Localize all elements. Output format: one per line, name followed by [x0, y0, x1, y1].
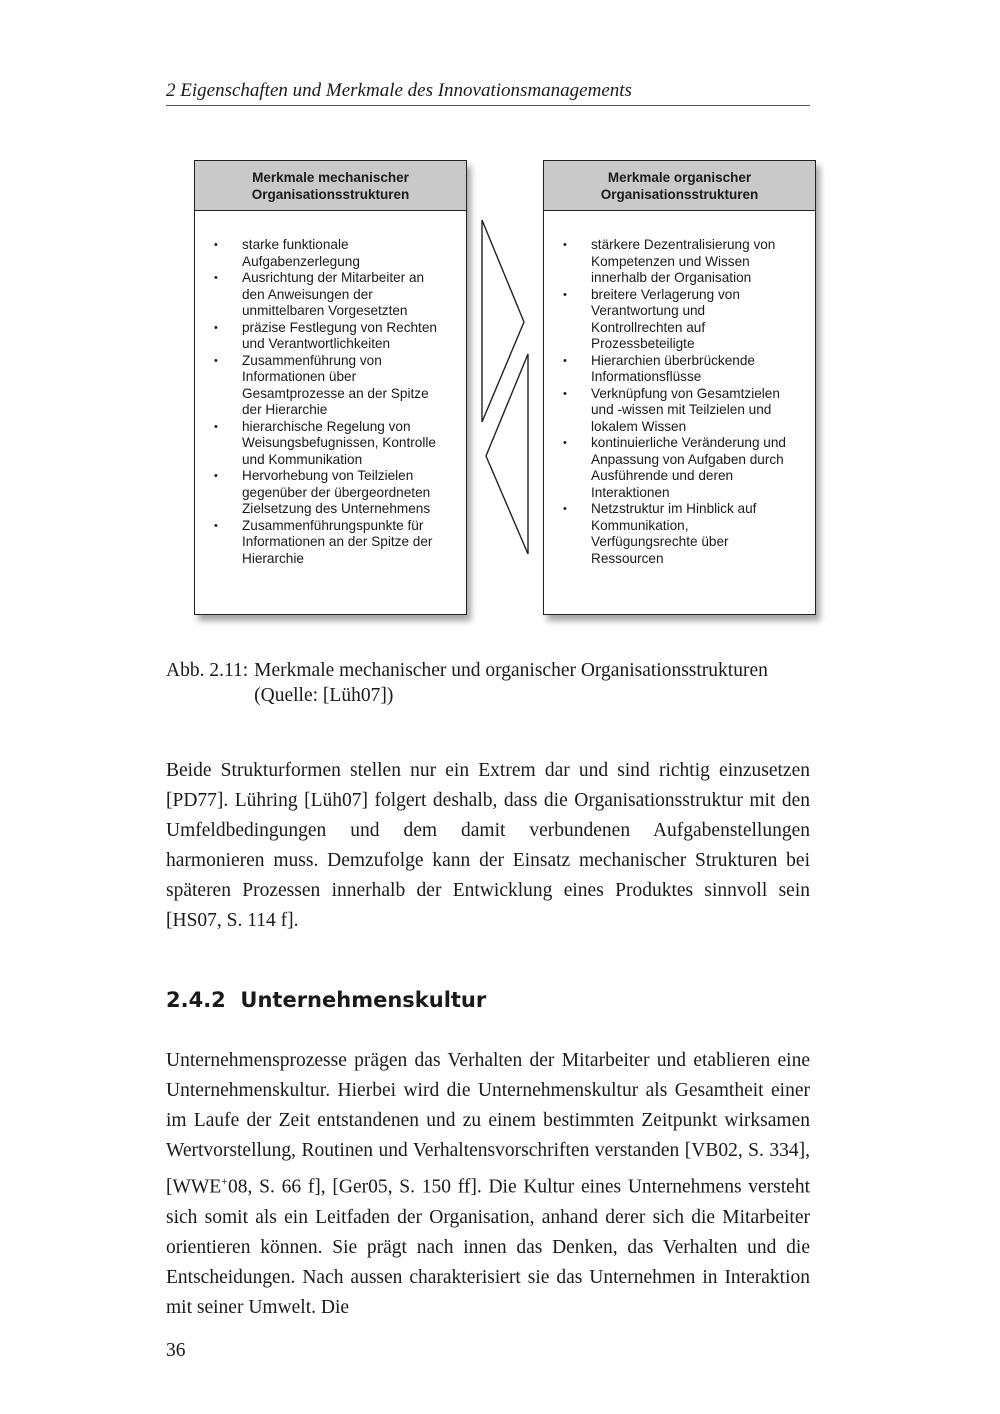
mechanical-title-line1: Merkmale mechanischer: [252, 169, 409, 185]
section-number: 2.4.2: [166, 988, 226, 1012]
list-item: • starke funktionale Aufgabenzerlegung: [195, 237, 466, 270]
mechanical-box-title: [195, 161, 466, 211]
organic-title-line2: Organisationsstrukturen: [600, 186, 759, 202]
organic-features-list: [544, 211, 815, 567]
caption-line1: Merkmale mechanischer und organischer Organisationsstrukturen: [254, 660, 768, 681]
list-item: • Verknüpfung von Gesamtzielen und -wissen mit Teilzielen und lokalem Wissen: [544, 386, 815, 436]
section-title: Unternehmenskultur: [240, 988, 487, 1012]
list-item: • präzise Festlegung von Rechten und Verantwortlichkeiten: [195, 320, 466, 353]
list-item: • Ausrichtung der Mitarbeiter an den Anweisungen der unmittelbaren Vorgesetzten: [195, 270, 466, 320]
page-number: 36: [166, 1340, 186, 1361]
paragraph-2-part-1: Unternehmensprozesse prägen das Verhalten der Mitarbeiter und etablieren eine Unternehmenskultur. Hierbei wird die Unternehmenskultur als Gesamtheit einer im Laufe der Zeit entstandenen und zu einem bestimmten Zeitpunkt wirksamen Wertvorstellung, Routinen und Verhaltensvorschriften verstanden [VB02, S. 334], [WWE: [166, 1050, 810, 1198]
body-paragraph-2: [166, 1046, 810, 1323]
section-heading: [166, 988, 486, 1012]
list-item: • breitere Verlagerung von Verantwortung und Kontrollrechten auf Prozessbeteiligte: [544, 287, 815, 353]
running-head: 2 Eigenschaften und Merkmale des Innovationsmanagements: [166, 79, 810, 106]
bidirectional-arrows: [478, 218, 534, 558]
list-item: • Hervorhebung von Teilzielen gegenüber der übergeordneten Zielsetzung des Unternehmens: [195, 468, 466, 518]
caption-text: [254, 658, 768, 708]
list-item: • Hierarchien überbrückende Informationsflüsse: [544, 353, 815, 386]
list-item: • Netzstruktur im Hinblick auf Kommunikation, Verfügungsrechte über Ressourcen: [544, 501, 815, 567]
paragraph-2-superscript: +: [221, 1174, 228, 1188]
mechanical-features-list: [195, 211, 466, 567]
mechanical-title-line2: Organisationsstrukturen: [251, 186, 410, 202]
caption-line2: (Quelle: [Lüh07]): [254, 685, 394, 706]
list-item: • kontinuierliche Veränderung und Anpassung von Aufgaben durch Ausführende und deren Interaktionen: [544, 435, 815, 501]
organic-box-title: [544, 161, 815, 211]
list-item: • stärkere Dezentralisierung von Kompetenzen und Wissen innerhalb der Organisation: [544, 237, 815, 287]
list-item: • hierarchische Regelung von Weisungsbefugnissen, Kontrolle und Kommunikation: [195, 419, 466, 469]
body-paragraph-1: Beide Strukturformen stellen nur ein Extrem dar und sind richtig einzusetzen [PD77]. Lühring [Lüh07] folgert deshalb, dass die Organisationsstruktur mit den Umfeldbedingungen und dem damit verbundenen Aufgabenstellungen harmonieren muss. Demzufolge kann der Einsatz mechanischer Strukturen bei späteren Prozessen innerhalb der Entwicklung eines Produktes sinnvoll sein [HS07, S. 114 f].: [166, 760, 810, 931]
organic-structures-box: [543, 160, 816, 615]
list-item: • Zusammenführungspunkte für Informationen an der Spitze der Hierarchie: [195, 518, 466, 568]
figure-caption: [166, 658, 810, 708]
list-item: • Zusammenführung von Informationen über Gesamtprozesse an der Spitze der Hierarchie: [195, 353, 466, 419]
caption-label: Abb. 2.11:: [166, 660, 249, 681]
organic-title-line1: Merkmale organischer: [607, 169, 752, 185]
mechanical-structures-box: [194, 160, 467, 615]
paragraph-2-part-2: 08, S. 66 f], [Ger05, S. 150 ff]. Die Kultur eines Unternehmens versteht sich somit als ein Leitfaden der Organisation, anhand derer sich die Mitarbeiter orientieren können. Sie prägt nach innen das Denken, das Verhalten und die Entscheidungen. Nach aussen charakterisiert sie das Unternehmen in Interaktion mit seiner Umwelt. Die: [166, 1176, 810, 1318]
